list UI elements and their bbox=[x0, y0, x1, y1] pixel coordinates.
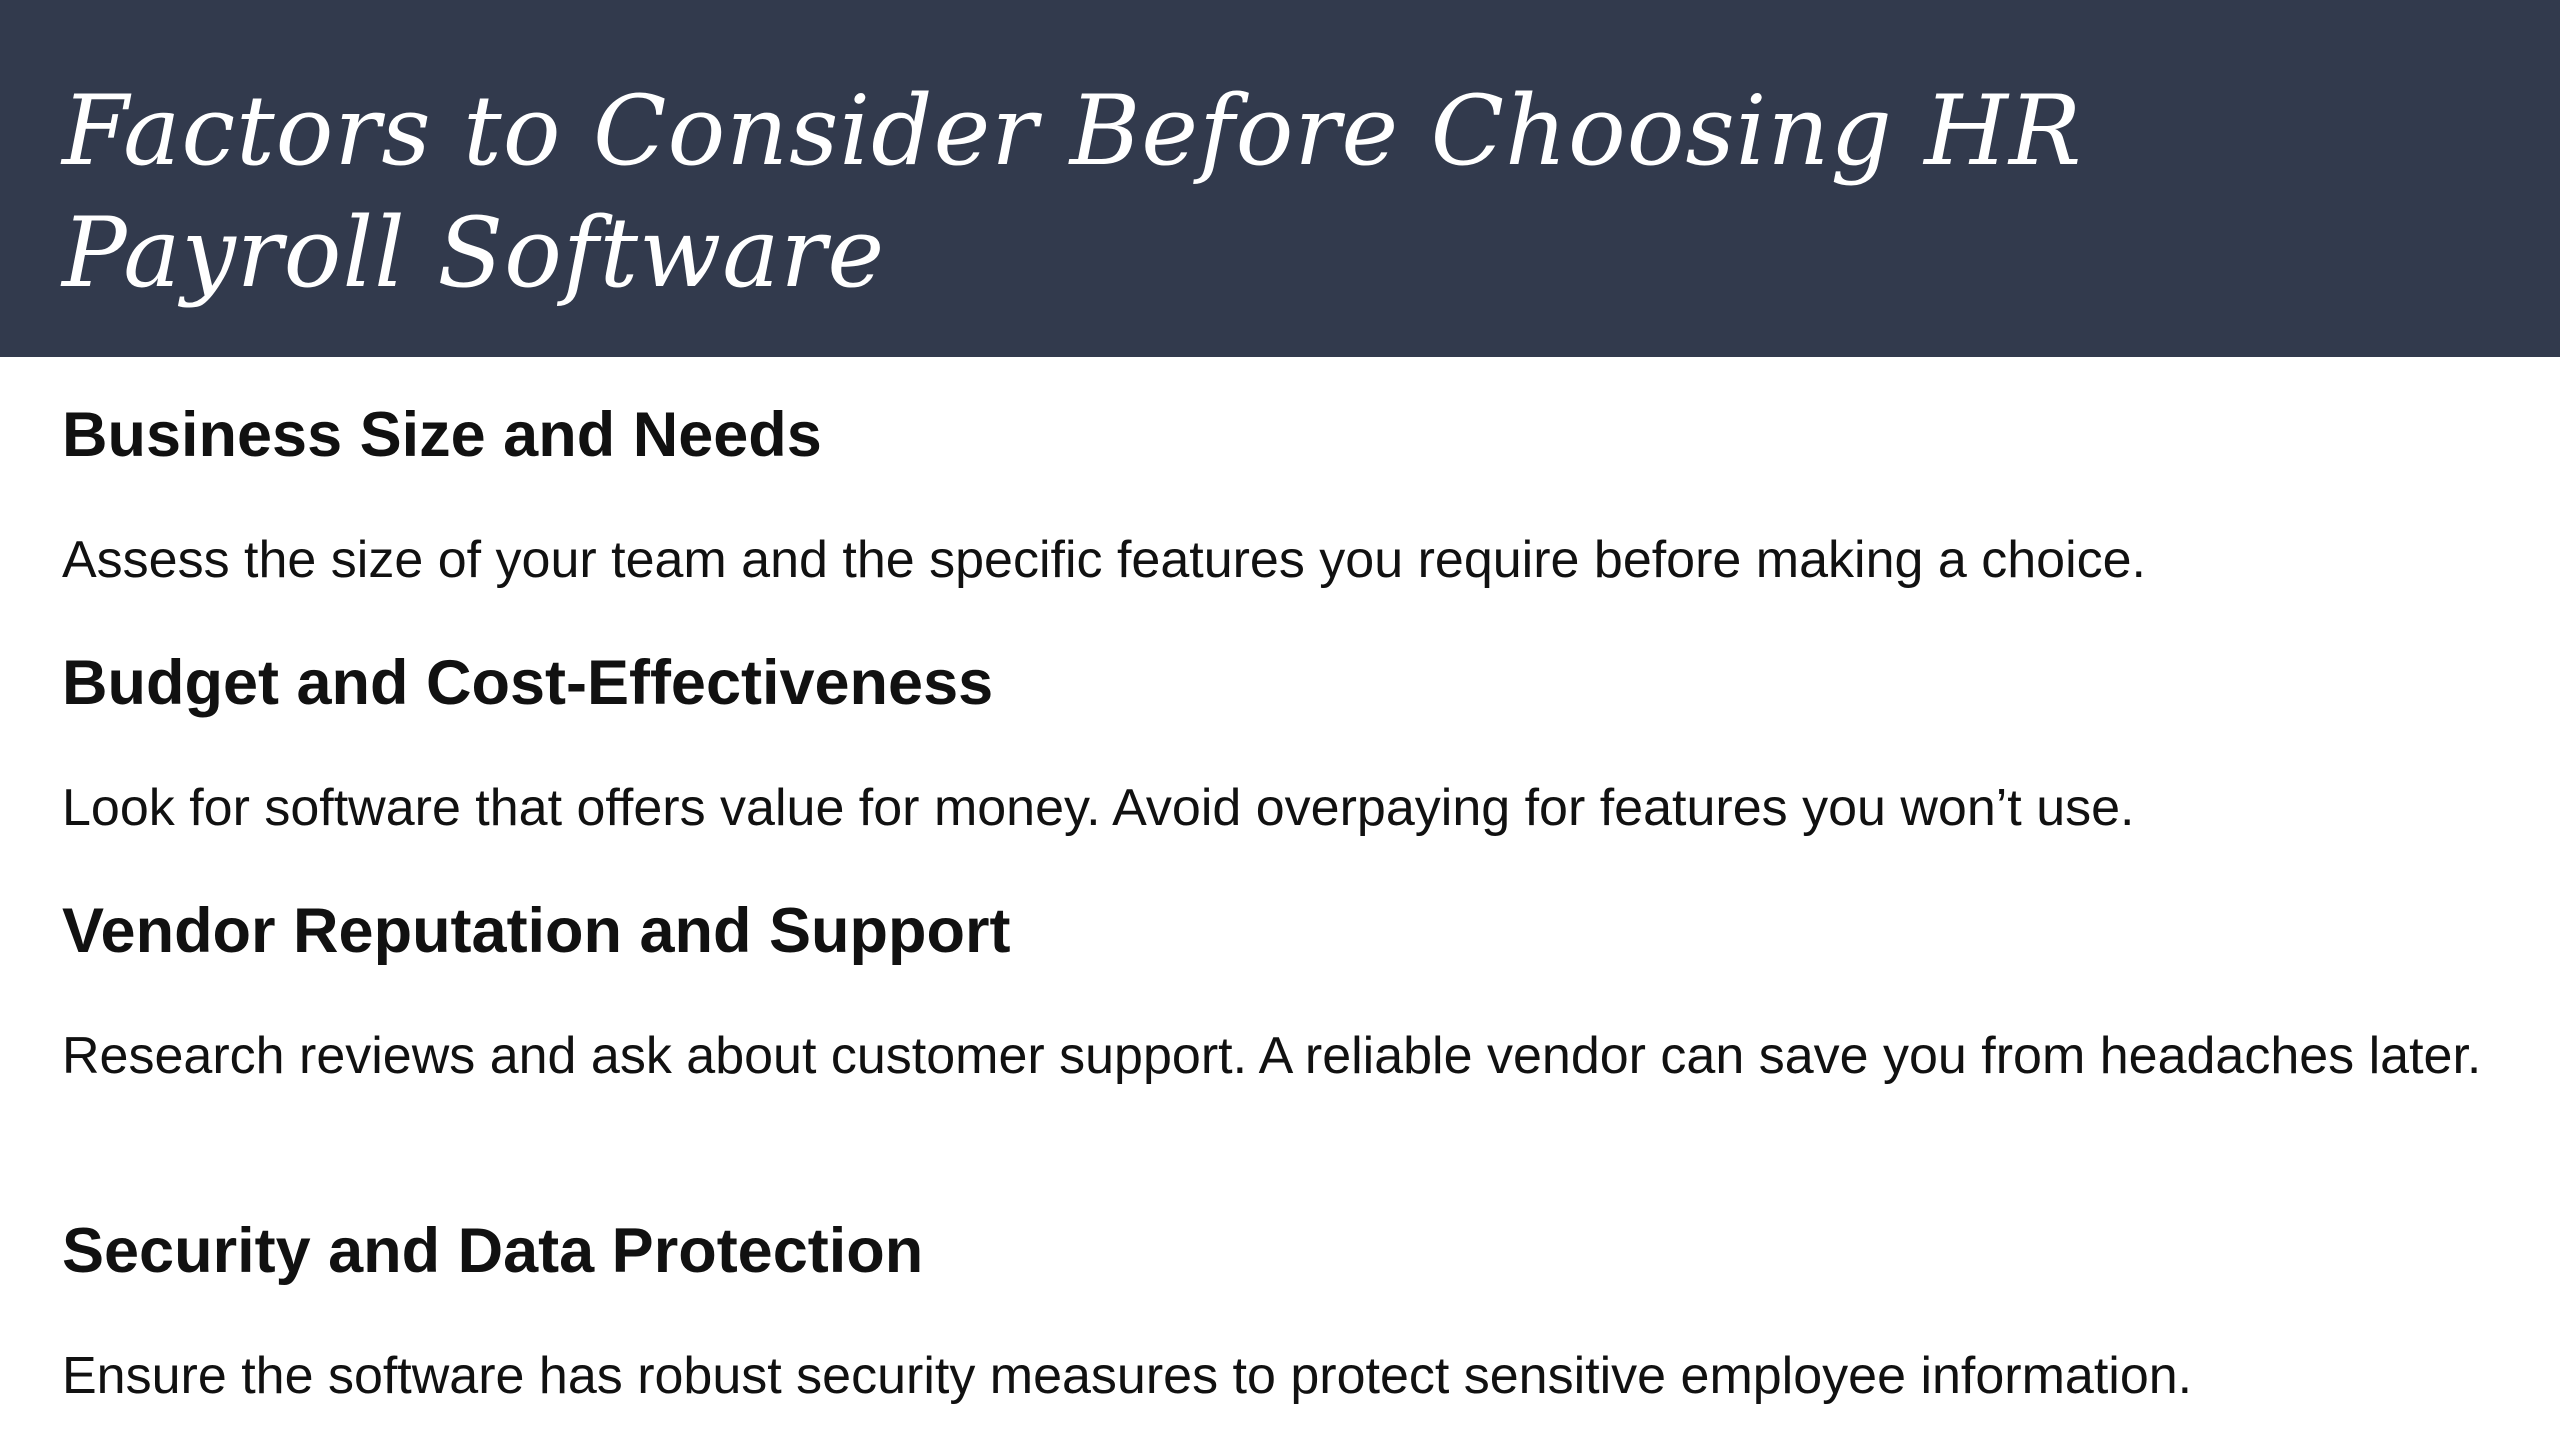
section-heading-security-and-data-protection: Security and Data Protection bbox=[62, 1216, 924, 1286]
section-vendor-heading-wrapper bbox=[62, 895, 2502, 967]
page-title: Factors to Consider Before Choosing HR Payroll Software bbox=[62, 75, 2083, 309]
section-text-business-size-and-needs: Assess the size of your team and the specific features you require before making a choice. bbox=[62, 531, 2146, 589]
section-budget-text-wrapper bbox=[62, 771, 2502, 845]
section-heading-business-size-and-needs: Business Size and Needs bbox=[62, 400, 822, 470]
title-banner bbox=[0, 0, 2560, 357]
section-heading-budget-and-cost-effectiveness: Budget and Cost-Effectiveness bbox=[62, 648, 994, 718]
section-security-text-wrapper bbox=[62, 1339, 2502, 1413]
section-vendor-text-wrapper bbox=[62, 1019, 2502, 1093]
section-text-budget-and-cost-effectiveness: Look for software that offers value for money. Avoid overpaying for features you won’t use. bbox=[62, 779, 2135, 837]
section-heading-vendor-reputation-and-support: Vendor Reputation and Support bbox=[62, 896, 1011, 966]
section-budget-heading-wrapper bbox=[62, 647, 2502, 719]
section-text-security-and-data-protection: Ensure the software has robust security measures to protect sensitive employee information. bbox=[62, 1347, 2193, 1405]
section-business-size-heading-wrapper bbox=[62, 399, 2502, 471]
section-text-vendor-reputation-and-support: Research reviews and ask about customer support. A reliable vendor can save you from headaches later. bbox=[62, 1027, 2482, 1085]
section-business-size-text-wrapper bbox=[62, 523, 2502, 597]
section-security-heading-wrapper bbox=[62, 1215, 2502, 1287]
